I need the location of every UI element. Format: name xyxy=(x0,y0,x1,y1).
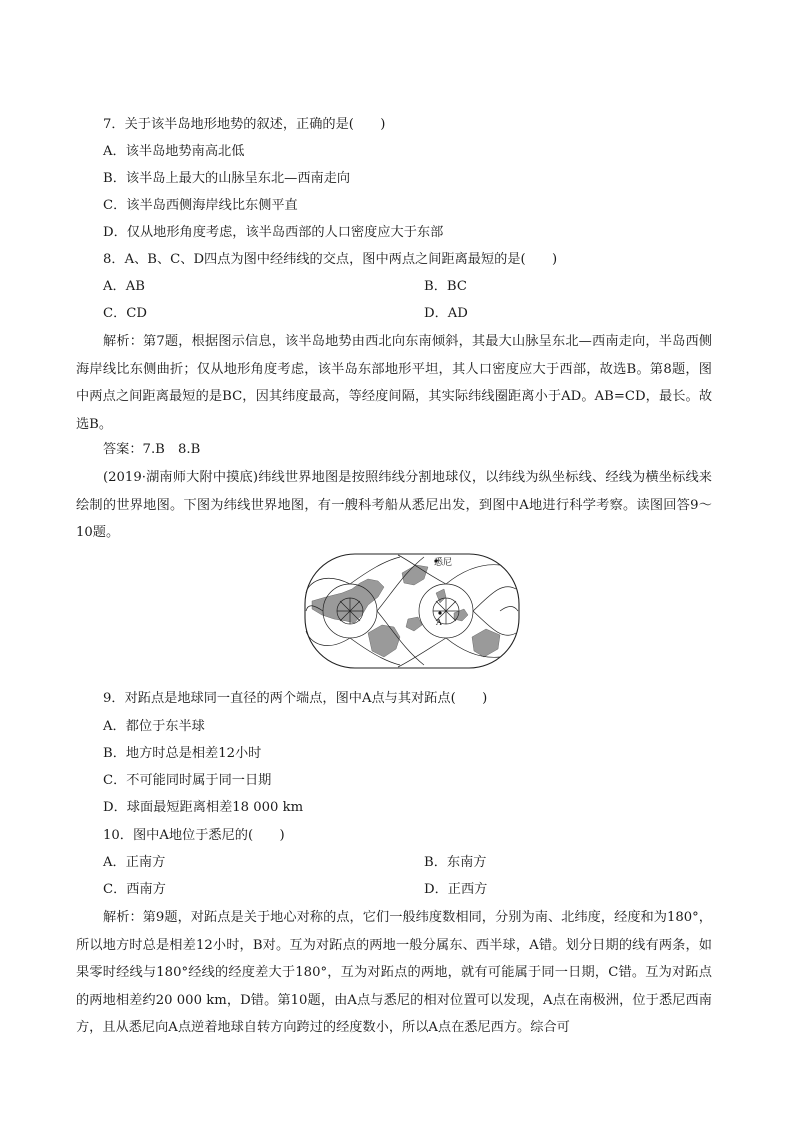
question-7-option-b: B．该半岛上最大的山脉呈东北—西南走向 xyxy=(103,171,351,186)
question-7-option-c: C．该半岛西侧海岸线比东侧平直 xyxy=(103,198,298,213)
question-8-option-b: B．BC xyxy=(424,279,467,294)
analysis-9-10: 解析：第9题，对跖点是关于地心对称的点，它们一般纬度数相同，分别为南、北纬度，经度和为180°，所以地方时总是相差12小时，B对。互为对跖点的两地一般分属东、西半球，A错。划分日期的线有两条，如果零时经线与180°经线的经度差大于180°，互为对跖点的两地，就有可能属于同一日期，C错。互为对跖点的两地相差约20 000 km，D错。第10题，由A点与悉尼的相对位置可以发现，A点在南极洲，位于悉尼西南方，且从悉尼向A点逆着地球自转方向跨过的经度数小，所以A点在悉尼西方。综合可 xyxy=(76,910,712,1035)
answer-7-8: 答案：7.B 8.B xyxy=(103,442,201,457)
question-10-option-c: C．西南方 xyxy=(103,882,166,897)
question-9-stem: 9．对跖点是地球同一直径的两个端点，图中A点与其对跖点( ) xyxy=(103,691,488,706)
analysis-7-8: 解析：第7题，根据图示信息，该半岛地势由西北向东南倾斜，其最大山脉呈东北—西南走向，半岛西侧海岸线比东侧曲折；仅从地形角度考虑，该半岛东部地形平坦，其人口密度应大于西部，故选B。第8题，图中两点之间距离最短的是BC，因其纬度最高，等经度间隔，其实际纬线圈距离小于AD。AB=CD，最长。故选B。 xyxy=(76,334,713,432)
question-10-option-a: A．正南方 xyxy=(103,855,166,870)
question-9-option-a: A．都位于东半球 xyxy=(103,719,205,734)
intro-9-10: (2019·湖南师大附中摸底)纬线世界地图是按照纬线分割地球仪，以纬线为纵坐标线、经线为横坐标线来绘制的世界地图。下图为纬线世界地图，有一艘科考船从悉尼出发，到图中A地进行科学考察。读图回答9～10题。 xyxy=(76,470,712,540)
question-10-option-b: B．东南方 xyxy=(424,855,487,870)
question-10-option-d: D．正西方 xyxy=(424,882,488,897)
question-7-stem: 7．关于该半岛地形地势的叙述，正确的是( ) xyxy=(103,117,386,132)
question-9-option-b: B．地方时总是相差12小时 xyxy=(103,746,262,761)
question-8-option-a: A．AB xyxy=(103,279,145,294)
question-8-option-c: C．CD xyxy=(103,306,147,321)
sydney-label: 悉尼 xyxy=(434,558,453,568)
question-9-option-c: C．不可能同时属于同一日期 xyxy=(103,773,272,788)
question-8-option-d: D．AD xyxy=(424,306,468,321)
question-10-stem: 10．图中A地位于悉尼的( ) xyxy=(103,828,285,843)
point-a-label: A xyxy=(436,618,442,627)
question-7-option-a: A．该半岛地势南高北低 xyxy=(103,144,245,159)
question-7-option-d: D．仅从地形角度考虑，该半岛西部的人口密度应大于东部 xyxy=(103,225,444,240)
question-8-stem: 8．A、B、C、D四点为图中经纬线的交点，图中两点之间距离最短的是( ) xyxy=(103,252,558,267)
question-9-option-d: D．球面最短距离相差18 000 km xyxy=(103,800,304,815)
latitude-world-map-figure xyxy=(304,553,520,669)
point-a xyxy=(438,611,441,614)
